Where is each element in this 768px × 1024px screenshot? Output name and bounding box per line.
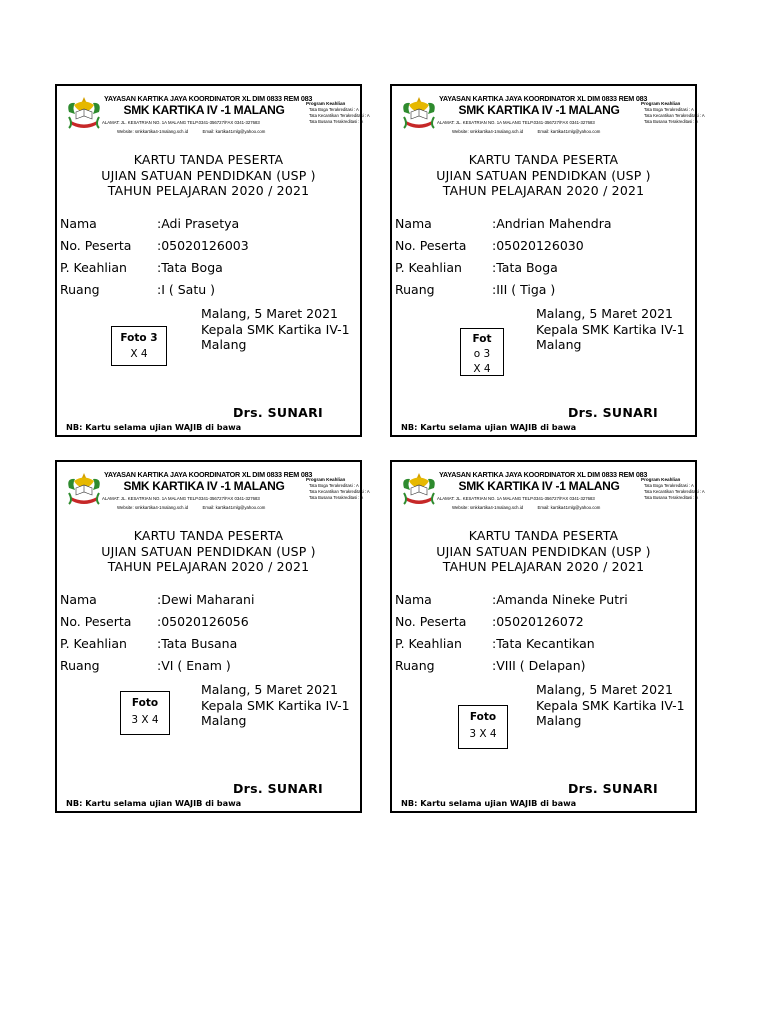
school-logo-icon (63, 94, 105, 136)
program-list (306, 101, 370, 125)
program-item: Tata Boga Terakreditasi : A (644, 483, 694, 488)
program-item: Tata Busana Terakreditasi : A (644, 119, 699, 124)
school-name: SMK KARTIKA IV -1 MALANG (123, 479, 285, 493)
school-address: ALAMAT: JL. KESATRIAN NO. 1A MALANG TELP.0341-356727/FAX 0341-327683 (102, 120, 260, 125)
participant-card (390, 84, 705, 437)
participant-name: :Amanda Nineke Putri (492, 592, 628, 607)
participant-name: :Adi Prasetya (157, 216, 240, 231)
school-letterhead (62, 91, 370, 141)
school-letterhead (397, 91, 705, 141)
sign-place-date: Malang, 5 Maret 2021 (201, 306, 338, 321)
participant-number: :05020126030 (492, 238, 584, 253)
program-item: Tata Boga Terakreditasi : A (309, 107, 359, 112)
sign-city: Malang (536, 713, 582, 728)
photo-placeholder (120, 691, 170, 735)
program-item: Tata Busana Terakreditasi : A (309, 495, 364, 500)
card-title-line: KARTU TANDA PESERTA (133, 528, 284, 543)
card-title (392, 528, 695, 575)
program-title: Program Keahlian (641, 477, 681, 482)
program-title: Program Keahlian (641, 101, 681, 106)
photo-placeholder (111, 326, 167, 366)
sign-city: Malang (536, 337, 582, 352)
program-item: Tata Busana Terakreditasi : A (309, 119, 364, 124)
sign-position: Kepala SMK Kartika IV-1 (201, 697, 350, 713)
card-note: NB: Kartu selama ujian WAJIB di bawa (401, 798, 577, 808)
card-title-line: UJIAN SATUAN PENDIDKAN (USP ) (101, 167, 316, 183)
participant-number: :05020126056 (157, 614, 249, 629)
school-logo-icon (398, 94, 440, 136)
school-letterhead (397, 467, 705, 517)
school-address: ALAMAT: JL. KESATRIAN NO. 1A MALANG TELP.0341-356727/FAX 0341-327683 (437, 120, 595, 125)
program-list (641, 477, 705, 501)
card-title-line: KARTU TANDA PESERTA (133, 152, 284, 167)
program-item: Tata Boga Terakreditasi : A (644, 107, 694, 112)
yayasan-heading: YAYASAN KARTIKA JAYA KOORDINATOR XL DIM 0833 REM 083 (104, 470, 313, 479)
field-label: No. Peserta (395, 238, 467, 253)
card-title (57, 152, 360, 199)
participant-program: :Tata Boga (492, 260, 558, 275)
sign-place-date: Malang, 5 Maret 2021 (536, 682, 673, 697)
field-label: P. Keahlian (60, 636, 127, 651)
photo-label-line: Fot (472, 333, 492, 345)
photo-label-line: Foto (131, 697, 159, 709)
field-label: No. Peserta (60, 614, 132, 629)
participant-number: :05020126072 (492, 614, 584, 629)
field-label: Ruang (395, 282, 435, 297)
sign-city: Malang (201, 337, 247, 352)
card-title-line: TAHUN PELAJARAN 2020 / 2021 (442, 183, 645, 198)
participant-name: :Dewi Maharani (157, 592, 255, 607)
photo-label-line: 3 X 4 (131, 714, 159, 726)
signature-block (536, 682, 685, 729)
field-label: Nama (395, 216, 432, 231)
field-label: Nama (60, 216, 97, 231)
card-title-line: TAHUN PELAJARAN 2020 / 2021 (442, 559, 645, 574)
participant-card (55, 84, 370, 437)
program-item: Tata Kecantikan Terakreditasi : A (644, 489, 705, 494)
field-label: P. Keahlian (395, 260, 462, 275)
field-label: Ruang (60, 282, 100, 297)
card-title-line: KARTU TANDA PESERTA (468, 152, 619, 167)
sign-city: Malang (201, 713, 247, 728)
school-website: Website: smkkartika4-1malang.sch.id (117, 129, 189, 134)
participant-room: :III ( Tiga ) (492, 282, 556, 297)
field-label: Ruang (395, 658, 435, 673)
field-label: Ruang (60, 658, 100, 673)
program-title: Program Keahlian (306, 477, 346, 482)
school-logo-icon (63, 470, 105, 512)
program-item: Tata Kecantikan Terakreditasi : A (309, 113, 370, 118)
sign-place-date: Malang, 5 Maret 2021 (536, 306, 673, 321)
school-email: Email: kartika41mlg@yahoo.com (202, 505, 266, 510)
card-title-line: KARTU TANDA PESERTA (468, 528, 619, 543)
photo-label-line: Foto 3 (120, 332, 158, 344)
participant-name: :Andrian Mahendra (492, 216, 612, 231)
program-item: Tata Busana Terakreditasi : A (644, 495, 699, 500)
school-name: SMK KARTIKA IV -1 MALANG (458, 479, 620, 493)
signer-name: Drs. SUNARI (568, 405, 658, 420)
photo-label-line: o 3 (473, 348, 491, 360)
participant-card (55, 460, 370, 813)
signer-name: Drs. SUNARI (233, 781, 323, 796)
school-address: ALAMAT: JL. KESATRIAN NO. 1A MALANG TELP.0341-356727/FAX 0341-327683 (102, 496, 260, 501)
school-name: SMK KARTIKA IV -1 MALANG (123, 103, 285, 117)
participant-number: :05020126003 (157, 238, 249, 253)
card-title-line: UJIAN SATUAN PENDIDKAN (USP ) (436, 543, 651, 559)
card-note: NB: Kartu selama ujian WAJIB di bawa (66, 798, 242, 808)
participant-program: :Tata Kecantikan (492, 636, 595, 651)
school-email: Email: kartika41mlg@yahoo.com (202, 129, 266, 134)
field-label: P. Keahlian (60, 260, 127, 275)
program-title: Program Keahlian (306, 101, 346, 106)
card-title-line: UJIAN SATUAN PENDIDKAN (USP ) (101, 543, 316, 559)
field-label: No. Peserta (60, 238, 132, 253)
program-item: Tata Boga Terakreditasi : A (309, 483, 359, 488)
field-label: Nama (60, 592, 97, 607)
card-title-line: TAHUN PELAJARAN 2020 / 2021 (107, 559, 310, 574)
photo-label-line: X 4 (473, 363, 491, 375)
card-title-line: UJIAN SATUAN PENDIDKAN (USP ) (436, 167, 651, 183)
photo-label-line: Foto (469, 711, 497, 723)
program-list (306, 477, 370, 501)
participant-card (390, 460, 705, 813)
sign-position: Kepala SMK Kartika IV-1 (201, 321, 350, 337)
program-item: Tata Kecantikan Terakreditasi : A (644, 113, 705, 118)
signature-block (201, 682, 350, 729)
school-letterhead (62, 467, 370, 517)
school-website: Website: smkkartika4-1malang.sch.id (452, 505, 524, 510)
signer-name: Drs. SUNARI (568, 781, 658, 796)
school-contact (117, 129, 317, 134)
school-email: Email: kartika41mlg@yahoo.com (537, 129, 601, 134)
yayasan-heading: YAYASAN KARTIKA JAYA KOORDINATOR XL DIM 0833 REM 083 (439, 94, 648, 103)
card-title (392, 152, 695, 199)
school-logo-icon (398, 470, 440, 512)
card-title (57, 528, 360, 575)
school-website: Website: smkkartika4-1malang.sch.id (452, 129, 524, 134)
participant-room: :I ( Satu ) (157, 282, 215, 297)
yayasan-heading: YAYASAN KARTIKA JAYA KOORDINATOR XL DIM 0833 REM 083 (439, 470, 648, 479)
signature-block (536, 306, 685, 353)
program-list (641, 101, 705, 125)
sign-place-date: Malang, 5 Maret 2021 (201, 682, 338, 697)
field-label: Nama (395, 592, 432, 607)
school-contact (452, 129, 652, 134)
participant-room: :VI ( Enam ) (157, 658, 231, 673)
photo-label-line: 3 X 4 (469, 728, 497, 740)
school-email: Email: kartika41mlg@yahoo.com (537, 505, 601, 510)
school-address: ALAMAT: JL. KESATRIAN NO. 1A MALANG TELP.0341-356727/FAX 0341-327683 (437, 496, 595, 501)
field-label: No. Peserta (395, 614, 467, 629)
photo-label-line: X 4 (130, 348, 148, 360)
signature-block (201, 306, 350, 353)
signer-name: Drs. SUNARI (233, 405, 323, 420)
participant-room: :VIII ( Delapan) (492, 658, 586, 673)
school-name: SMK KARTIKA IV -1 MALANG (458, 103, 620, 117)
school-contact (117, 505, 317, 510)
participant-program: :Tata Busana (157, 636, 238, 651)
field-label: P. Keahlian (395, 636, 462, 651)
card-note: NB: Kartu selama ujian WAJIB di bawa (66, 422, 242, 432)
sign-position: Kepala SMK Kartika IV-1 (536, 697, 685, 713)
school-website: Website: smkkartika4-1malang.sch.id (117, 505, 189, 510)
school-contact (452, 505, 652, 510)
card-title-line: TAHUN PELAJARAN 2020 / 2021 (107, 183, 310, 198)
yayasan-heading: YAYASAN KARTIKA JAYA KOORDINATOR XL DIM 0833 REM 083 (104, 94, 313, 103)
photo-placeholder (460, 328, 504, 376)
program-item: Tata Kecantikan Terakreditasi : A (309, 489, 370, 494)
sign-position: Kepala SMK Kartika IV-1 (536, 321, 685, 337)
photo-placeholder (458, 705, 508, 749)
participant-program: :Tata Boga (157, 260, 223, 275)
card-note: NB: Kartu selama ujian WAJIB di bawa (401, 422, 577, 432)
